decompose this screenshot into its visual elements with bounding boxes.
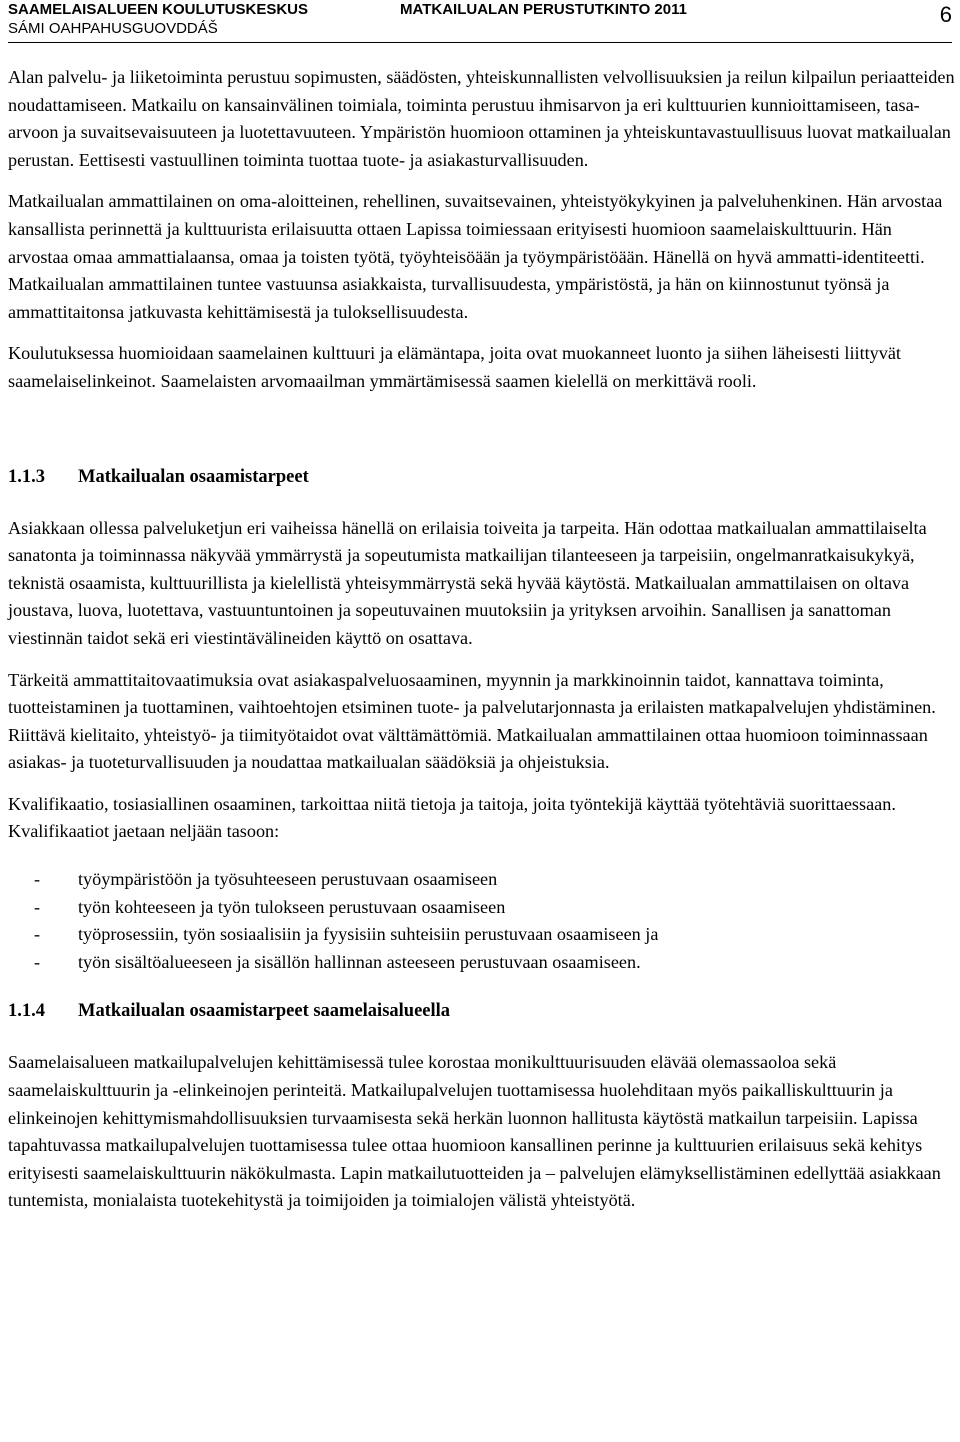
page-body [8,64,956,1229]
header-divider [8,42,952,43]
document-title: MATKAILUALAN PERUSTUTKINTO 2011 [400,1,687,18]
list-item [8,921,956,949]
list-item [8,866,956,894]
section-heading-114 [8,998,956,1025]
paragraph: Koulutuksessa huomioidaan saamelainen kulttuuri ja elämäntapa, joita ovat muokanneet luonto ja siihen läheisesti liittyvät saamelaiselinkeinot. Saamelaisten arvomaailman ymmärtämisessä saamen kielellä on merkittävä rooli. [8,343,901,391]
header-left [8,0,308,38]
page-header [8,0,952,46]
paragraph: Alan palvelu- ja liiketoiminta perustuu sopimusten, säädösten, yhteiskunnallisten velvollisuuksien ja reilun kilpailun periaatteiden noudattamiseen. Matkailu on kansainvälinen toimiala, toiminta perustuu ihmisarvon ja eri kulttuurien kunnioittamiseen, tasa-arvoon ja suvaitsevaisuuteen ja luotettavuuteen. Ympäristön huomioon ottaminen ja yhteiskuntavastuullisuus luovat matkailualan perustan. Eettisesti vastuullinen toiminta tuottaa tuote- ja asiakasturvallisuuden. [8,67,955,170]
paragraph: Kvalifikaatio, tosiasiallinen osaaminen, tarkoittaa niitä tietoja ja taitoja, joita työntekijä käyttää työtehtäviä suorittaessaan. Kvalifikaatiot jaetaan neljään tasoon: [8,793,896,842]
list-item [8,894,956,922]
paragraph: Matkailualan ammattilainen on oma-aloitteinen, rehellinen, suvaitsevainen, yhteistyökykyinen ja palveluhenkinen. Hän arvostaa kansallista perinnettä ja kulttuurista erilaisuutta ottaen Lapissa toimiessaan erityisesti huomioon saamelaiskulttuurin. Hän arvostaa omaa ammattialaansa, omaa ja toisten työtä, työyhteisöään ja työympäristöään. Hänellä on hyvä ammatti-identiteetti. Matkailualan ammattilainen tuntee vastuunsa asiakkaista, turvallisuudesta, ympäristöstä, ja hän on kiinnostunut työnsä ja ammattitaitonsa jatkuvasta kehittämisestä ja tuloksellisuudesta. [8,191,943,322]
section-title: Matkailualan osaamistarpeet saamelaisalueella [78,1001,451,1022]
list-dash: - [34,896,41,917]
paragraph: Tärkeitä ammattitaitovaatimuksia ovat asiakaspalveluosaaminen, myynnin ja markkinoinnin taidot, kannattava toiminta, tuotteistaminen ja tuottaminen, vaihtoehtojen etsiminen tuote- ja palvelutarjonnasta ja erilaisten matkapalvelujen yhdistäminen. Riittävä kielitaito, yhteistyö- ja tiimityötaidot ovat välttämättömiä. Matkailualan ammattilainen ottaa huomioon toiminnassaan asiakas- ja tuoteturvallisuuden ja noudattaa matkailualan säädöksiä ja ohjeistuksia. [8,669,936,773]
list-item-text: työprosessiin, työn sosiaalisiin ja fyysisiin suhteisiin perustuvaan osaamiseen ja [78,924,659,945]
section-title: Matkailualan osaamistarpeet [78,466,309,487]
list-item-text: työn kohteeseen ja työn tulokseen perustuvaan osaamiseen [78,896,506,917]
list-dash: - [34,951,41,972]
section-number: 1.1.3 [8,466,45,487]
list-item-text: työn sisältöalueeseen ja sisällön hallinnan asteeseen perustuvaan osaamiseen. [78,951,641,972]
paragraph: Saamelaisalueen matkailupalvelujen kehittämisessä tulee korostaa monikulttuurisuuden elävää olemassaoloa sekä saamelaiskulttuurin ja -elinkeinojen perinteitä. Matkailupalvelujen tuottamisessa huolehditaan myös paikalliskulttuurin ja elinkeinojen kehittymismahdollisuuksien turvaamisesta sekä herkän luonnon hallitusta käytöstä matkailun tarpeisiin. Lapissa tapahtuvassa matkailupalvelujen tuottamisessa tulee ottaa huomioon kansallinen perinne ja kulttuurien erilaisuus sekä kehitys erityisesti saamelaiskulttuurin näkökulmasta. Lapin matkailutuotteiden ja – palvelujen elämyksellistäminen edellyttää asiakkaan tuntemista, monialaista tuotekehitystä ja toimijoiden ja toimialojen välistä yhteistyötä. [8,1052,941,1211]
list-item [8,949,956,977]
paragraph: Asiakkaan ollessa palveluketjun eri vaiheissa hänellä on erilaisia toiveita ja tarpeita. Hän odottaa matkailualan ammattilaiselta sanatonta ja toiminnassa näkyvää ymmärrystä ja sopeutumista matkailijan tilanteeseen ja tarpeisiin, ongelmanratkaisukykyä, teknistä osaamista, kulttuurillista ja kielellistä yhteisymmärrystä sekä hyvää käytöstä. Matkailualan ammattilaisen on oltava joustava, luova, luotettava, vastuuntuntoinen ja sopeutuvainen muutoksiin ja yrityksen arvoihin. Sanallisen ja sanattoman viestinnän taidot sekä eri viestintävälineiden käyttö on osattava. [8,517,927,648]
institution-name: SAAMELAISALUEEN KOULUTUSKESKUS [8,1,309,18]
institution-name-sami: SÁMI OAHPAHUSGUOVDDÁŠ [8,20,218,37]
page-number: 6 [939,2,952,27]
list-dash: - [34,869,41,890]
list-dash: - [34,924,41,945]
section-heading-113 [8,464,956,491]
qualification-levels-list [8,866,956,976]
section-number: 1.1.4 [8,1001,45,1022]
list-item-text: työympäristöön ja työsuhteeseen perustuvaan osaamiseen [78,869,498,890]
